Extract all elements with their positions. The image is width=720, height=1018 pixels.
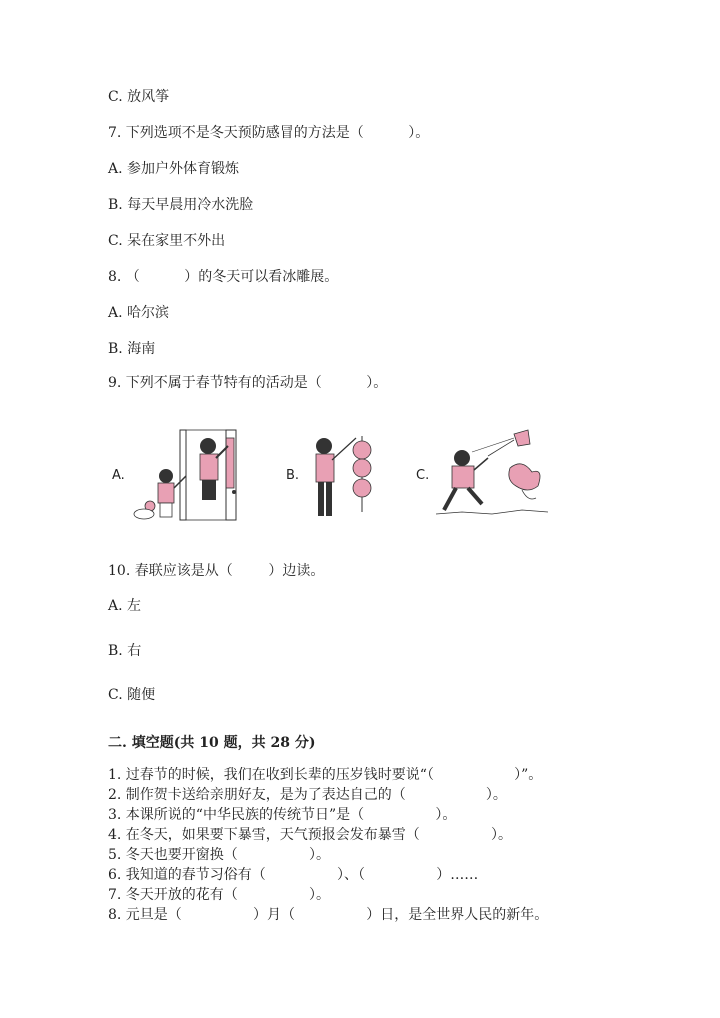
q9-figure-a-label: A. <box>112 468 125 483</box>
q10-option-c: C. 随便 <box>108 687 156 703</box>
q7-option-b: B. 每天早晨用冷水洗脸 <box>108 197 254 213</box>
fill-item-2: 2. 制作贺卡送给亲朋好友，是为了表达自己的（ ）。 <box>108 787 507 803</box>
kite-flying-illustration <box>432 428 552 522</box>
fill-item-6: 6. 我知道的春节习俗有（ ）、（ ）…… <box>108 867 479 883</box>
q10-option-b: B. 右 <box>108 643 142 659</box>
q6-option-c: C. 放风筝 <box>108 89 170 105</box>
q7-option-c: C. 呆在家里不外出 <box>108 233 226 249</box>
q9-figure-b-label: B. <box>286 468 300 483</box>
fill-item-3: 3. 本课所说的“中华民族的传统节日”是（ ）。 <box>108 807 457 823</box>
q10-stem: 10. 春联应该是从（ ）边读。 <box>108 563 325 579</box>
q7-option-a: A. 参加户外体育锻炼 <box>108 161 240 177</box>
q9-figure-c-label: C. <box>416 468 430 483</box>
q9-stem: 9. 下列不属于春节特有的活动是（ ）。 <box>108 375 388 391</box>
fill-item-5: 5. 冬天也要开窗换（ ）。 <box>108 847 331 863</box>
q10-option-a: A. 左 <box>108 598 142 614</box>
fill-item-4: 4. 在冬天，如果要下暴雪，天气预报会发布暴雪（ ）。 <box>108 827 513 843</box>
fill-item-8: 8. 元旦是（ ）月（ ）日，是全世界人民的新年。 <box>108 907 549 923</box>
fill-item-7: 7. 冬天开放的花有（ ）。 <box>108 887 331 903</box>
section-2-heading: 二. 填空题(共 10 题，共 28 分) <box>108 735 316 751</box>
q8-option-b: B. 海南 <box>108 341 156 357</box>
q8-option-a: A. 哈尔滨 <box>108 305 170 321</box>
q8-stem: 8. （ ）的冬天可以看冰雕展。 <box>108 269 339 285</box>
couplet-pasting-illustration <box>130 428 248 522</box>
q7-stem: 7. 下列选项不是冬天预防感冒的方法是（ ）。 <box>108 125 430 141</box>
lantern-illustration <box>302 432 382 522</box>
fill-item-1: 1. 过春节的时候，我们在收到长辈的压岁钱时要说“（ ）”。 <box>108 767 543 783</box>
